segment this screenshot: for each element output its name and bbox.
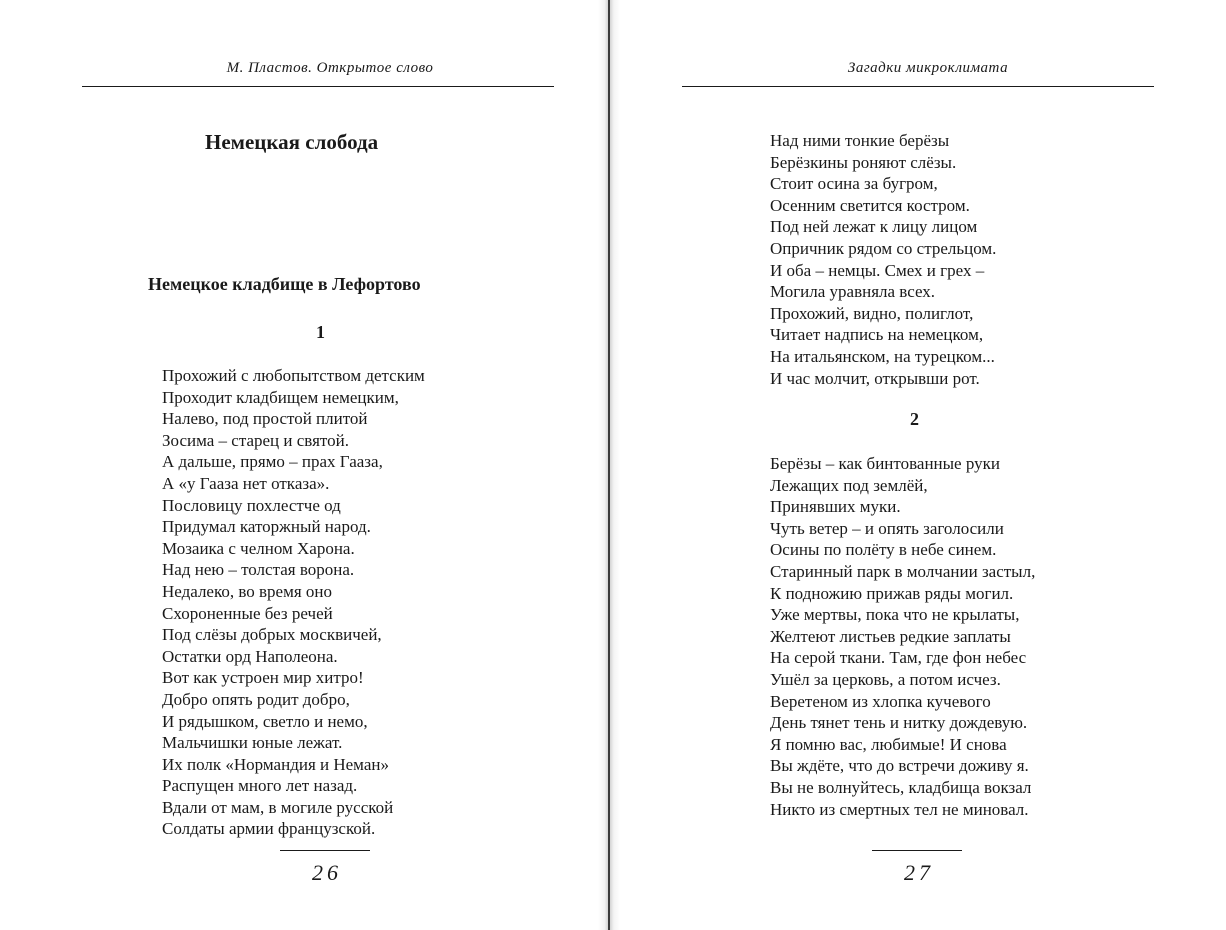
verse-line: Берёзкины роняют слёзы. xyxy=(770,152,957,172)
verse-line: И час молчит, открывши рот. xyxy=(770,368,980,388)
verse-line: И оба – немцы. Смех и грех – xyxy=(770,260,985,280)
verse-line: Вдали от мам, в могиле русской xyxy=(162,797,394,817)
section-title: Немецкая слобода xyxy=(205,130,379,154)
verse-line: Принявших муки. xyxy=(770,497,901,517)
verse-line: Берёзы – как бинтованные руки xyxy=(770,454,1000,473)
verse-line: Вы не волнуйтесь, кладбища вокзал xyxy=(770,777,1032,797)
page-number-left: 26 xyxy=(312,860,342,885)
verse-line: Читает надпись на немецком, xyxy=(770,325,984,345)
verse-line: Налево, под простой плитой xyxy=(162,409,368,429)
verse-line: Вы ждёте, что до встречи доживу я. xyxy=(770,756,1029,776)
verse-line: Лежащих под землёй, xyxy=(770,475,928,495)
verse-line: Веретеном из хлопка кучевого xyxy=(770,691,991,711)
verse-line: К подножию прижав ряды могил. xyxy=(770,583,1014,603)
verse-line: А дальше, прямо – прах Гааза, xyxy=(162,452,383,472)
verse-line: Стоит осина за бугром, xyxy=(770,174,938,194)
verse-line: Осины по полёту в небе синем. xyxy=(770,540,997,560)
verse-line: Зосима – старец и святой. xyxy=(162,430,349,450)
verse-line: Прохожий, видно, полиглот, xyxy=(770,303,974,323)
verse-line: Опричник рядом со стрельцом. xyxy=(770,238,997,258)
header-rule-right xyxy=(682,86,1154,87)
verse-line: Добро опять родит добро, xyxy=(162,689,350,709)
right-page xyxy=(620,0,1226,930)
footer-rule-right xyxy=(872,850,962,851)
running-head-left: М. Пластов. Открытое слово xyxy=(226,60,434,76)
verse-line: Никто из смертных тел не миновал. xyxy=(770,799,1029,819)
verse-line: Над нею – толстая ворона. xyxy=(162,560,355,580)
stanza-number-2: 2 xyxy=(910,409,919,429)
verse-line: Недалеко, во время оно xyxy=(162,581,333,601)
verse-line: А «у Гааза нет отказа». xyxy=(162,473,330,493)
poem-title: Немецкое кладбище в Лефортово xyxy=(148,274,421,294)
verse-line: Остатки орд Наполеона. xyxy=(162,646,338,666)
verse-line: Схороненные без речей xyxy=(162,603,333,623)
verse-line: Вот как устроен мир хитро! xyxy=(162,668,364,688)
verse-line: На серой ткани. Там, где фон небес xyxy=(770,648,1027,668)
left-page xyxy=(0,0,600,930)
verse-line: Осенним светится костром. xyxy=(770,195,970,215)
verse-line: Мозаика с челном Харона. xyxy=(162,538,355,558)
verse-stanza-1 xyxy=(162,365,425,840)
verse-line: Желтеют листьев редкие заплаты xyxy=(770,626,1011,646)
verse-line: Над ними тонкие берёзы xyxy=(770,131,950,150)
verse-line: И рядышком, светло и немо, xyxy=(162,711,368,731)
verse-line: Уже мертвы, пока что не крылаты, xyxy=(770,605,1020,625)
verse-line: Чуть ветер – и опять заголосили xyxy=(770,518,1004,538)
verse-line: Пословицу похлестче од xyxy=(162,495,341,515)
verse-line: Под ней лежат к лицу лицом xyxy=(770,217,978,237)
verse-line: Старинный парк в молчании застыл, xyxy=(770,561,1036,581)
binding-fold xyxy=(608,0,610,930)
verse-stanza-2 xyxy=(770,453,1035,820)
stanza-number-1: 1 xyxy=(316,322,325,342)
verse-line: Прохожий с любопытством детским xyxy=(162,366,425,385)
verse-line: На итальянском, на турецком... xyxy=(770,346,995,366)
verse-line: Распущен много лет назад. xyxy=(162,776,358,796)
verse-line: Я помню вас, любимые! И снова xyxy=(770,734,1007,754)
verse-line: Ушёл за церковь, а потом исчез. xyxy=(770,669,1001,689)
verse-line: Придумал каторжный народ. xyxy=(162,517,371,537)
verse-line: Проходит кладбищем немецким, xyxy=(162,387,399,407)
page-number-right: 27 xyxy=(904,860,934,885)
verse-line: Их полк «Нормандия и Неман» xyxy=(162,754,389,774)
header-rule-left xyxy=(82,86,554,87)
verse-line: Могила уравняла всех. xyxy=(770,282,936,302)
verse-line: Солдаты армии французской. xyxy=(162,819,376,839)
footer-rule-left xyxy=(280,850,370,851)
verse-stanza-1-continued xyxy=(770,130,996,389)
verse-line: Мальчишки юные лежат. xyxy=(162,733,343,753)
verse-line: Под слёзы добрых москвичей, xyxy=(162,625,382,645)
running-head-right: Загадки микроклимата xyxy=(847,60,1009,76)
verse-line: День тянет тень и нитку дождевую. xyxy=(770,713,1028,733)
